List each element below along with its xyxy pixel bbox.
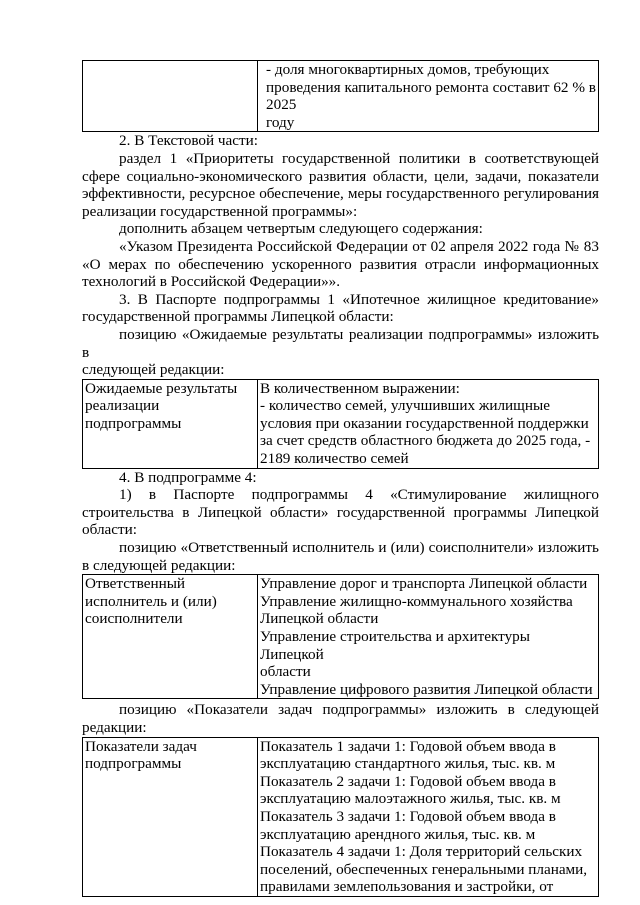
table-task-indicators [82,737,599,897]
paragraph-expected-results: позицию «Ожидаемые результаты реализации подпрограммы» изложить в следующей редакции: [82,325,599,379]
paragraph-passport-4: 1) в Паспорте подпрограммы 4 «Стимулирование жилищного строительства в Липецкой области» государственной программы Липецкой области: [82,486,599,539]
table-responsible [82,574,599,699]
top-table-right-cell: - доля многоквартирных домов, требующих проведения капитального ремонта составит 62 % в 2025 году [258,61,599,132]
table-expected-results-value: В количественном выражении: - количество семей, улучшивших жилищные условия при оказании государственной поддержки за счет средств областного бюджета до 2025 года, - 2189 количество семей [258,379,599,468]
paragraph-responsible: позицию «Ответственный исполнитель и (или) соисполнители» изложить в следующей редакции: [82,539,599,574]
paragraph-text-section: 2. В Текстовой части: [119,132,259,150]
top-table-left-cell [83,61,258,132]
paragraph-task-indicators: позицию «Показатели задач подпрограммы» изложить в следующей редакции: [82,701,599,736]
paragraph-subprogram-4: 4. В подпрограмме 4: [119,468,257,486]
paragraph-decree: «Указом Президента Российской Федерации от 02 апреля 2022 года № 83 «О мерах по обеспечению ускоренного развития отрасли информационных технологий в Российской Федерации»». [82,237,599,291]
paragraph-section-1: раздел 1 «Приоритеты государственной политики в соответствующей сфере социально-экономического развития области, цели, задачи, показатели эффективности, ресурсное обеспечение, меры государственного регулирования реализации государственной программы»: [82,149,599,220]
table-responsible-label: Ответственный исполнитель и (или) соисполнители [83,575,258,699]
table-expected-results-label: Ожидаемые результаты реализации подпрограммы [83,379,258,468]
paragraph-passport-1: 3. В Паспорте подпрограммы 1 «Ипотечное жилищное кредитование» государственной программы Липецкой области: [82,290,599,326]
top-table [82,60,599,132]
document-content [82,60,599,897]
table-expected-results [82,379,599,469]
paragraph-add-fourth: дополнить абзацем четвертым следующего содержания: [119,220,483,238]
table-responsible-value: Управление дорог и транспорта Липецкой области Управление жилищно-коммунального хозяйства Липецкой области Управление строительства и архитектуры Липецкой области Управление цифрового развития Липецкой области [258,575,599,699]
table-task-indicators-value: Показатель 1 задачи 1: Годовой объем ввода в эксплуатацию стандартного жилья, тыс. кв. м Показатель 2 задачи 1: Годовой объем ввода в эксплуатацию малоэтажного жилья, тыс. кв. м Показатель 3 задачи 1: Годовой объем ввода в эксплуатацию арендного жилья, тыс. кв. м Показатель 4 задачи 1: Доля территорий сельских поселений, обеспеченных генеральными планами, правилами землепользования и застройки, от [258,737,599,896]
table-task-indicators-label: Показатели задач подпрограммы [83,737,258,896]
